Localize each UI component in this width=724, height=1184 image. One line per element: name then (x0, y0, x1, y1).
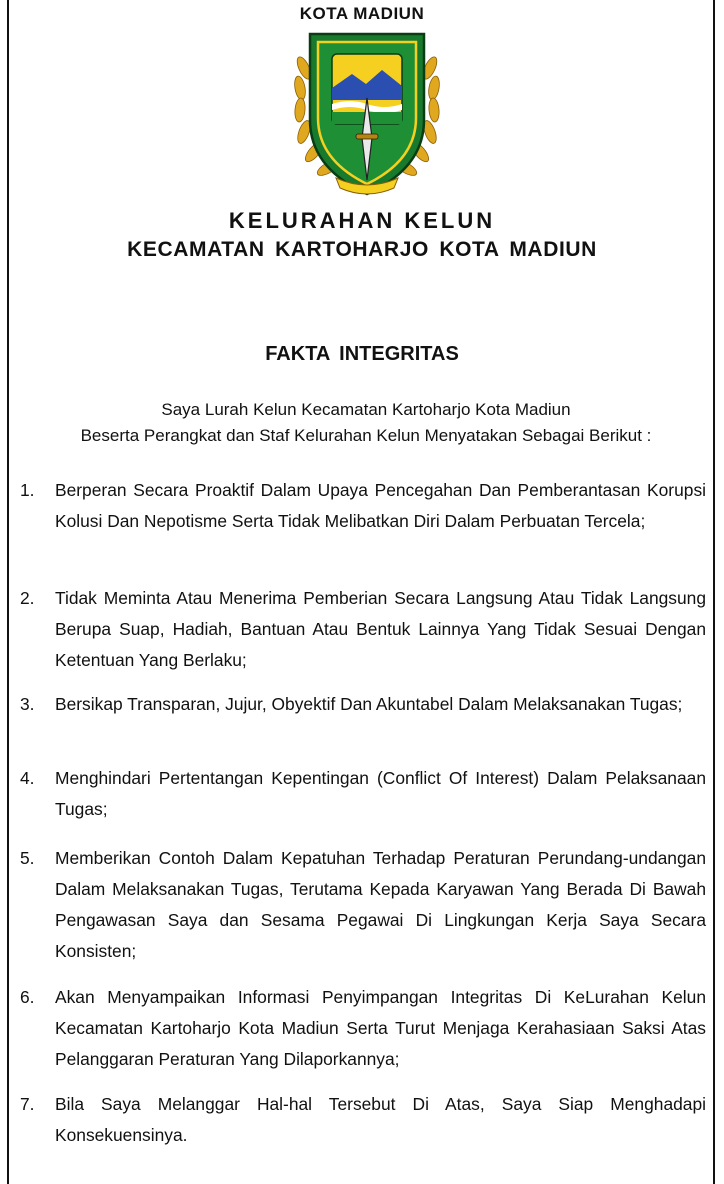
item-text: Akan Menyampaikan Informasi Penyimpangan Integritas Di KeLurahan Kelun Kecamatan Kartoharjo Kota Madiun Serta Turut Menjaga Kerahasiaan Saksi Atas Pelanggaran Peraturan Yang Dilaporkannya; (55, 987, 706, 1069)
city-label: KOTA MADIUN (299, 4, 425, 23)
document-title: FAKTA INTEGRITAS (265, 343, 459, 365)
intro-line-1: Saya Lurah Kelun Kecamatan Kartoharjo Kota Madiun (161, 400, 571, 419)
list-item (20, 583, 706, 676)
list-item (20, 843, 706, 967)
item-number: 7. (20, 1094, 35, 1114)
coat-of-arms-icon (292, 28, 442, 198)
item-text: Bersikap Transparan, Jujur, Obyektif Dan Akuntabel Dalam Melaksanakan Tugas; (55, 694, 683, 714)
intro-statement (0, 397, 724, 449)
list-item (20, 475, 706, 537)
item-number: 1. (20, 480, 35, 500)
office-name: KELURAHAN KELUN (228, 208, 496, 233)
list-item (20, 689, 706, 720)
list-item (20, 763, 706, 825)
item-text: Bila Saya Melanggar Hal-hal Tersebut Di Atas, Saya Siap Menghadapi Konsekuensinya. (55, 1094, 706, 1145)
item-number: 5. (20, 848, 35, 868)
item-text: Memberikan Contoh Dalam Kepatuhan Terhadap Peraturan Perundang-undangan Dalam Melaksanakan Tugas, Terutama Kepada Karyawan Yang Berada Di Bawah Pengawasan Saya dan Sesama Pegawai Di Lingkungan Kerja Saya Secara Konsisten; (55, 848, 706, 961)
list-item (20, 982, 706, 1075)
item-number: 3. (20, 694, 35, 714)
item-text: Tidak Meminta Atau Menerima Pemberian Secara Langsung Atau Tidak Langsung Berupa Suap, Hadiah, Bantuan Atau Bentuk Lainnya Yang Tidak Sesuai Dengan Ketentuan Yang Berlaku; (55, 588, 706, 670)
list-item (20, 1089, 706, 1151)
item-text: Berperan Secara Proaktif Dalam Upaya Pencegahan Dan Pemberantasan Korupsi Kolusi Dan Nepotisme Serta Tidak Melibatkan Diri Dalam Perbuatan Tercela; (55, 480, 706, 531)
office-subtitle: KECAMATAN KARTOHARJO KOTA MADIUN (127, 238, 597, 261)
item-number: 6. (20, 987, 35, 1007)
item-number: 4. (20, 768, 35, 788)
intro-line-2: Beserta Perangkat dan Staf Kelurahan Kelun Menyatakan Sebagai Berikut : (80, 426, 652, 445)
item-number: 2. (20, 588, 35, 608)
item-text: Menghindari Pertentangan Kepentingan (Conflict Of Interest) Dalam Pelaksanaan Tugas; (55, 768, 706, 819)
